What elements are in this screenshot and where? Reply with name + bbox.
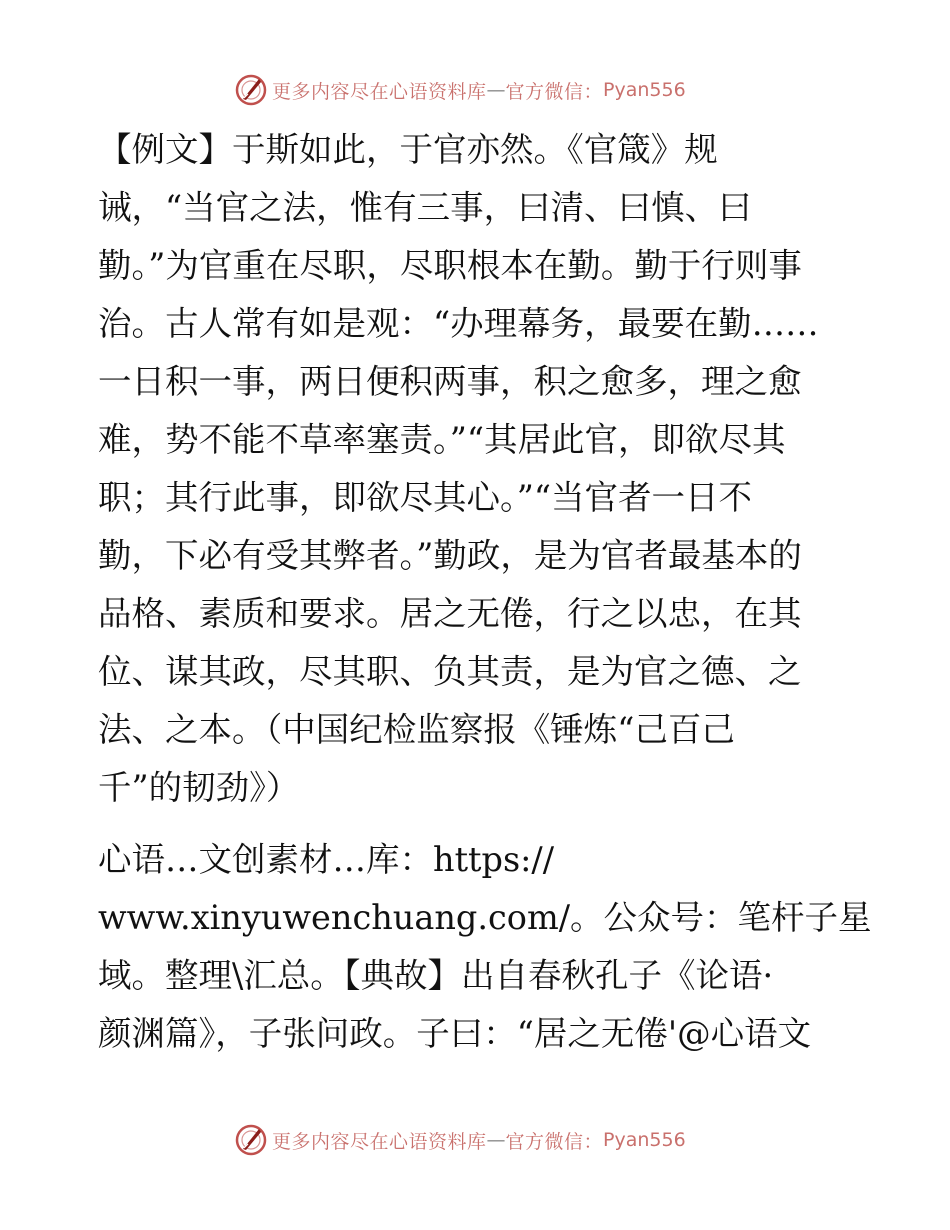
banner-label: 官方微信：: [505, 1130, 604, 1153]
body-line: 【例文】于斯如此，于官亦然。《官箴》规: [98, 130, 718, 169]
banner-handle: Pyan556: [603, 79, 686, 101]
quill-logo-icon: [234, 73, 268, 107]
footer-banner: [234, 1120, 714, 1160]
body-line: 心语…文创素材…库：https://: [98, 840, 554, 879]
body-line: 诫，“当官之法，惟有三事，曰清、曰慎、曰: [98, 188, 752, 227]
body-line: 勤，下必有受其弊者。”勤政，是为官者最基本的: [98, 536, 802, 575]
body-line: 难，势不能不草率塞责。”“其居此官，即欲尽其: [98, 420, 786, 459]
body-line: 法、之本。（中国纪检监察报《锤炼“己百己: [98, 710, 735, 749]
body-line: www.xinyuwenchuang.com/。公众号：笔杆子星: [98, 898, 872, 937]
body-line: 域。整理\汇总。【典故】出自春秋孔子《论语·: [98, 956, 774, 995]
banner-slogan: 更多内容尽在心语资料库: [272, 80, 487, 103]
banner-label: 官方微信：: [505, 80, 604, 103]
body-line: 一日积一事，两日便积两事，积之愈多，理之愈: [98, 362, 802, 401]
quill-logo-icon: [234, 1123, 268, 1157]
body-line: 勤。”为官重在尽职，尽职根本在勤。勤于行则事: [98, 246, 802, 285]
header-banner: [234, 70, 714, 110]
body-line: 品格、素质和要求。居之无倦，行之以忠，在其: [98, 594, 802, 633]
banner-handle: Pyan556: [603, 1129, 686, 1151]
body-line: 位、谋其政，尽其职、负其责，是为官之德、之: [98, 652, 802, 691]
body-line: 颜渊篇》，子张问政。子曰：“居之无倦'@心语文: [98, 1014, 812, 1053]
body-line: 职；其行此事，即欲尽其心。”“当官者一日不: [98, 478, 753, 517]
body-line: 千”的韧劲》）: [98, 768, 300, 807]
banner-separator: —: [486, 79, 506, 101]
paragraph-gap: [98, 817, 858, 831]
body-line: 治。古人常有如是观：“办理幕务，最要在勤……: [98, 304, 819, 343]
banner-separator: —: [486, 1129, 506, 1151]
banner-slogan: 更多内容尽在心语资料库: [272, 1130, 487, 1153]
article-body: [98, 121, 872, 1063]
